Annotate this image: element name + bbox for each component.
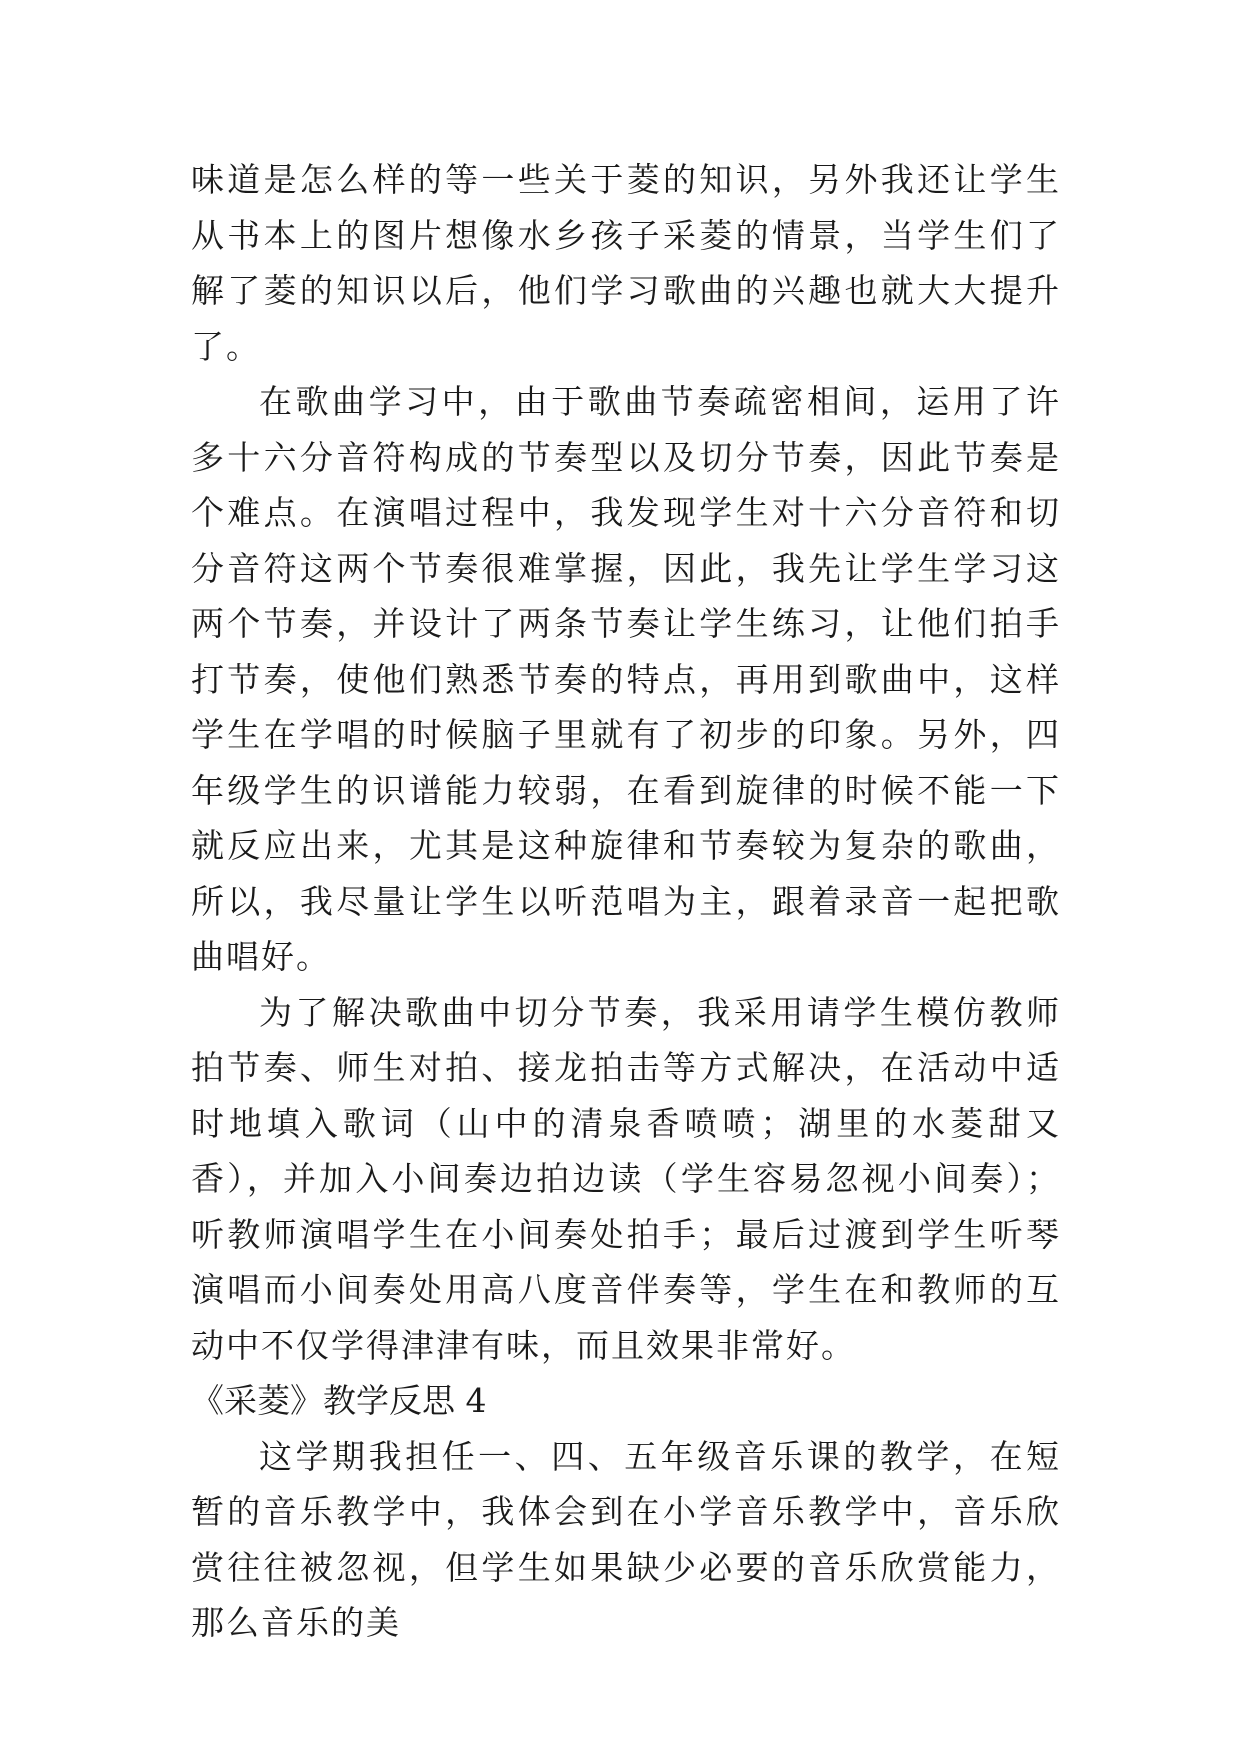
document-body (191, 152, 1061, 1651)
paragraph-4: 这学期我担任一、四、五年级音乐课的教学，在短暂的音乐教学中，我体会到在小学音乐教学中，音乐欣赏往往被忽视，但学生如果缺少必要的音乐欣赏能力，那么音乐的美 (191, 1436, 1061, 1642)
paragraph-2: 在歌曲学习中，由于歌曲节奏疏密相间，运用了许多十六分音符构成的节奏型以及切分节奏，因此节奏是个难点。在演唱过程中，我发现学生对十六分音符和切分音符这两个节奏很难掌握，因此，我先让学生学习这两个节奏，并设计了两条节奏让学生练习，让他们拍手打节奏，使他们熟悉节奏的特点，再用到歌曲中，这样学生在学唱的时候脑子里就有了初步的印象。另外，四年级学生的识谱能力较弱，在看到旋律的时候不能一下就反应出来，尤其是这种旋律和节奏较为复杂的歌曲，所以，我尽量让学生以听范唱为主，跟着录音一起把歌曲唱好。 (191, 382, 1061, 976)
section-heading: 《采菱》教学反思 4 (191, 1381, 487, 1420)
paragraph-3: 为了解决歌曲中切分节奏，我采用请学生模仿教师拍节奏、师生对拍、接龙拍击等方式解决，在活动中适时地填入歌词（山中的清泉香喷喷；湖里的水菱甜又香），并加入小间奏边拍边读（学生容易忽视小间奏）；听教师演唱学生在小间奏处拍手；最后过渡到学生听琴演唱而小间奏处用高八度音伴奏等，学生在和教师的互动中不仅学得津津有味，而且效果非常好。 (191, 992, 1061, 1365)
paragraph-1: 味道是怎么样的等一些关于菱的知识，另外我还让学生从书本上的图片想像水乡孩子采菱的情景，当学生们了解了菱的知识以后，他们学习歌曲的兴趣也就大大提升了。 (191, 160, 1061, 366)
